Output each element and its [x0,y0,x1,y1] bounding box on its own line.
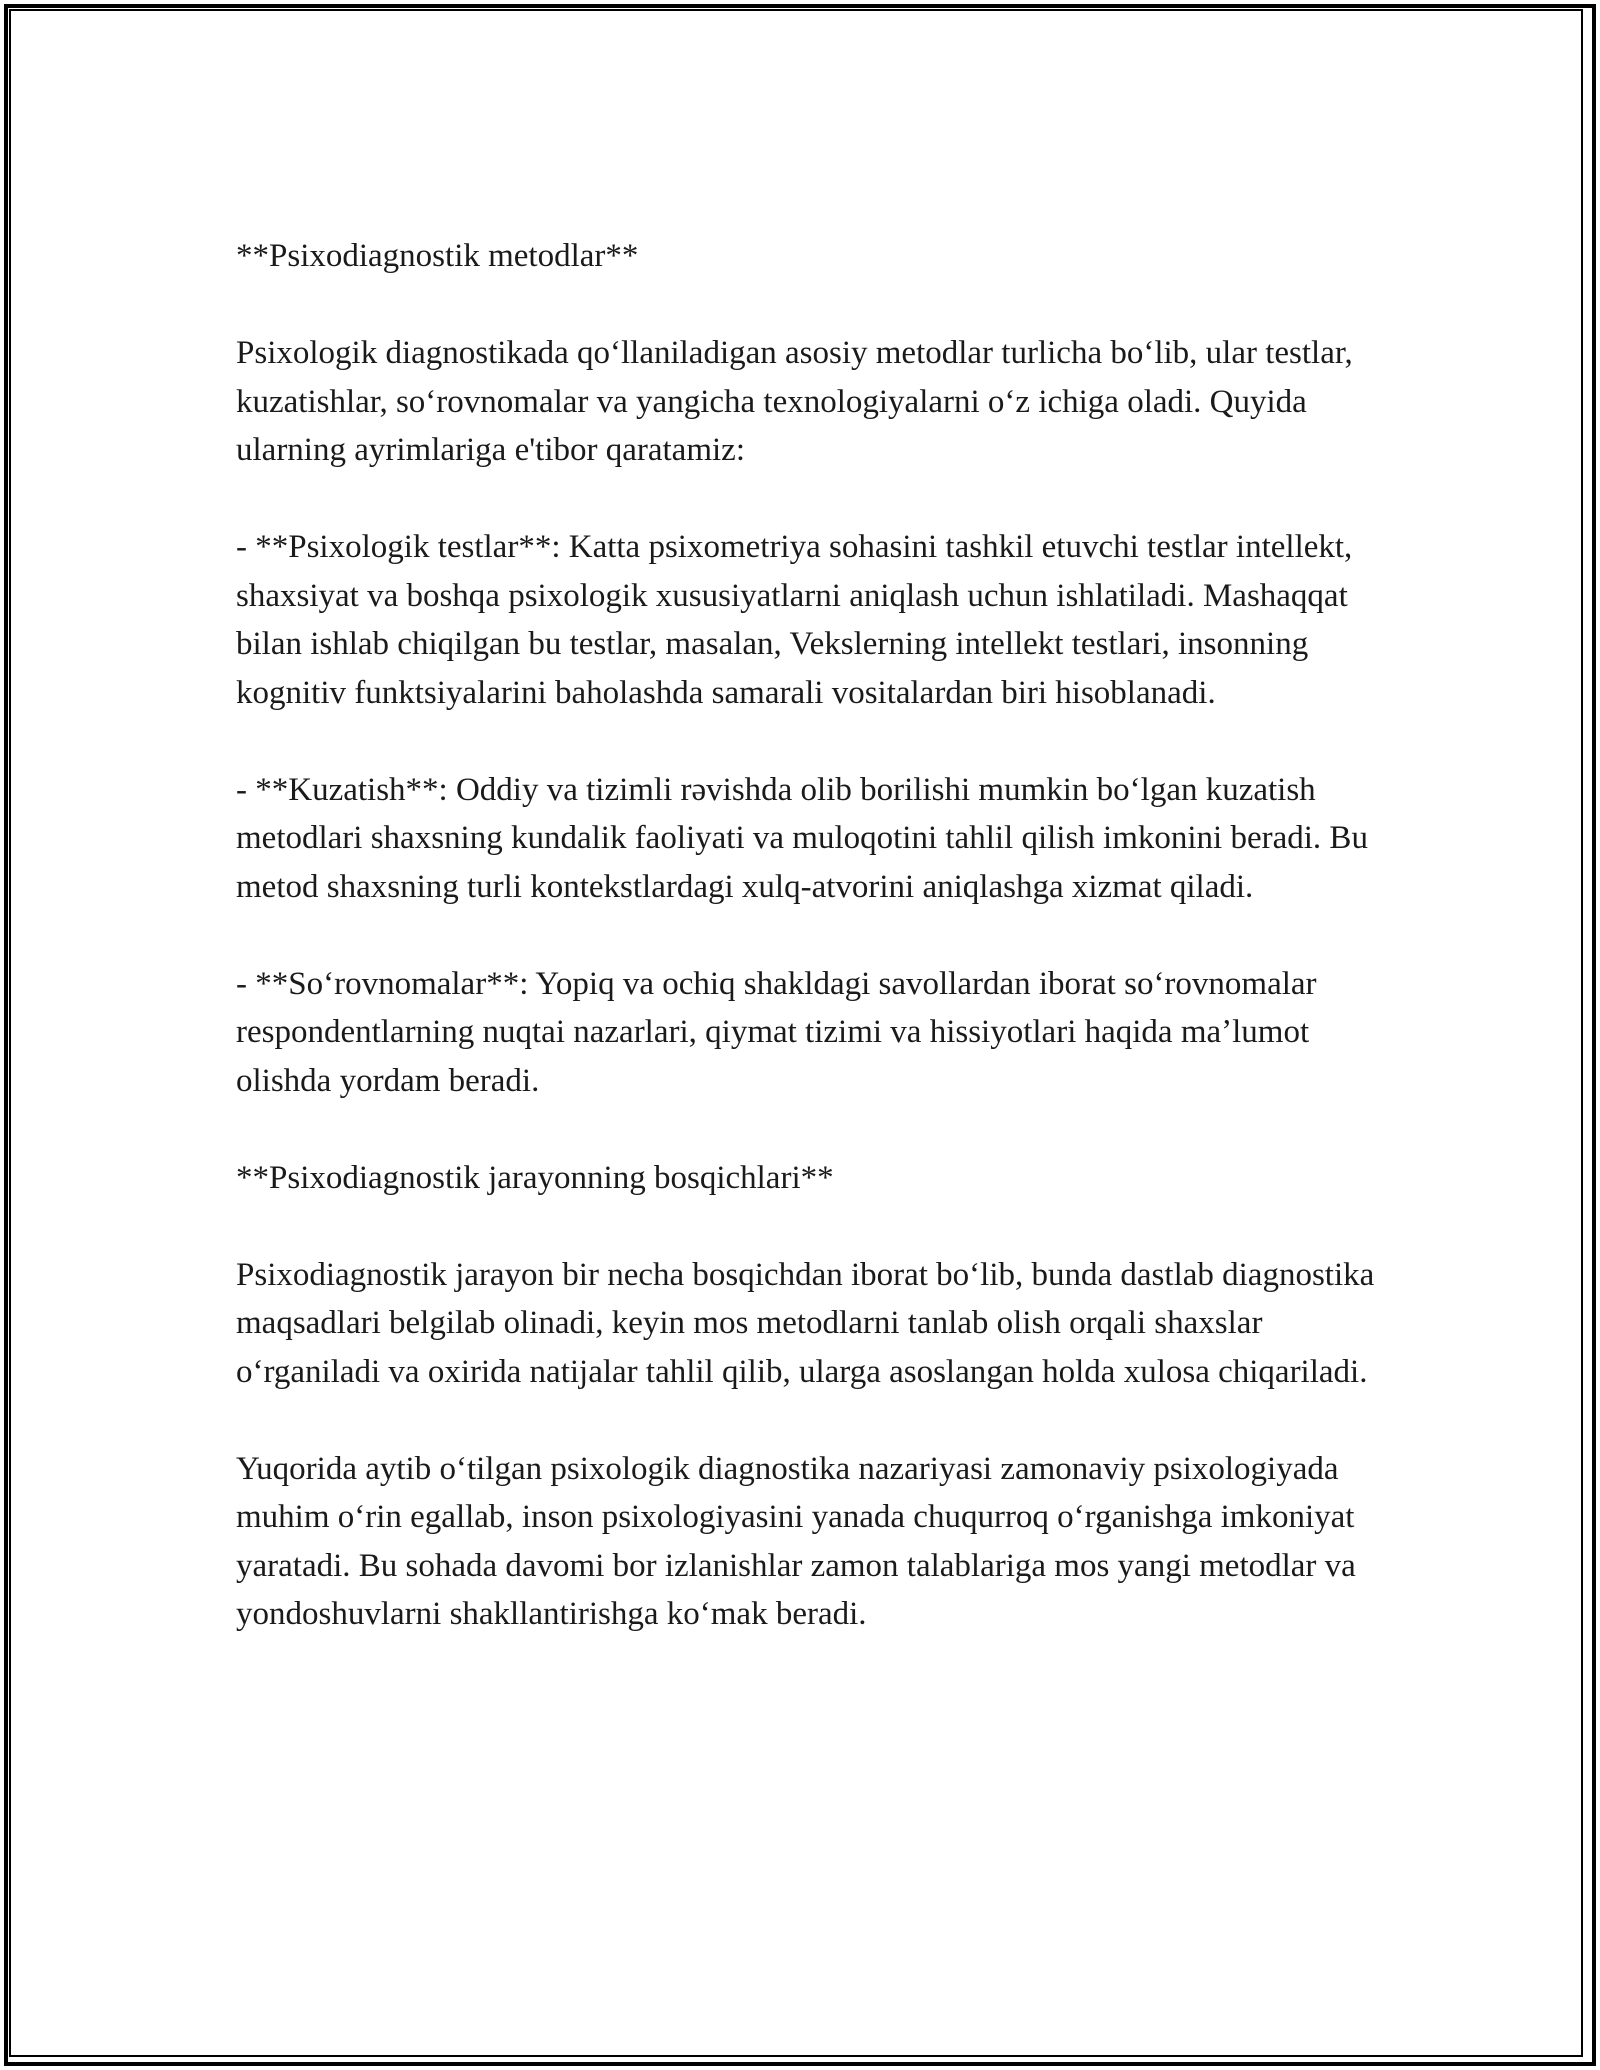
list-item-questionnaires: - **Soʻrovnomalar**: Yopiq va ochiq shakldagi savollardan iborat soʻrovnomalar respondentlarning nuqtai nazarlari, qiymat tizimi va hissiyotlari haqida maʼlumot olishda yordam beradi. [236,965,1317,1099]
document-body [236,232,1376,1639]
intro-paragraph: Psixologik diagnostikada qoʻllaniladigan asosiy metodlar turlicha boʻlib, ular testlar, kuzatishlar, soʻrovnomalar va yangicha texnologiyalarni oʻz ichiga oladi. Quyida ularning ayrimlariga e'tibor qaratamiz: [236,335,1353,468]
list-item-observation: - **Kuzatish**: Oddiy va tizimli rəvishda olib borilishi mumkin boʻlgan kuzatish metodlari shaxsning kundalik faoliyati va muloqotini tahlil qilish imkonini beradi. Bu metod shaxsning turli kontekstlardagi xulq-atvorini aniqlashga xizmat qiladi. [236,771,1368,905]
stages-paragraph: Psixodiagnostik jarayon bir necha bosqichdan iborat boʻlib, bunda dastlab diagnostika maqsadlari belgilab olinadi, keyin mos metodlarni tanlab olish orqali shaxslar oʻrganiladi va oxirida natijalar tahlil qilib, ularga asoslangan holda xulosa chiqariladi. [236,1256,1375,1390]
section-heading-methods: **Psixodiagnostik metodlar** [236,238,639,274]
conclusion-paragraph: Yuqorida aytib oʻtilgan psixologik diagnostika nazariyasi zamonaviy psixologiyada muhim oʻrin egallab, inson psixologiyasini yanada chuqurroq oʻrganishga imkoniyat yaratadi. Bu sohada davomi bor izlanishlar zamon talablariga mos yangi metodlar va yondoshuvlarni shakllantirishga koʻmak beradi. [236,1450,1356,1632]
list-item-psychological-tests: - **Psixologik testlar**: Katta psixometriya sohasini tashkil etuvchi testlar intellekt, shaxsiyat va boshqa psixologik xususiyatlarni aniqlash uchun ishlatiladi. Mashaqqat bilan ishlab chiqilgan bu testlar, masalan, Vekslerning intellekt testlari, insonning kognitiv funktsiyalarini baholashda samarali vositalardan biri hisoblanadi. [236,529,1353,711]
section-heading-stages: **Psixodiagnostik jarayonning bosqichlari** [236,1159,834,1196]
